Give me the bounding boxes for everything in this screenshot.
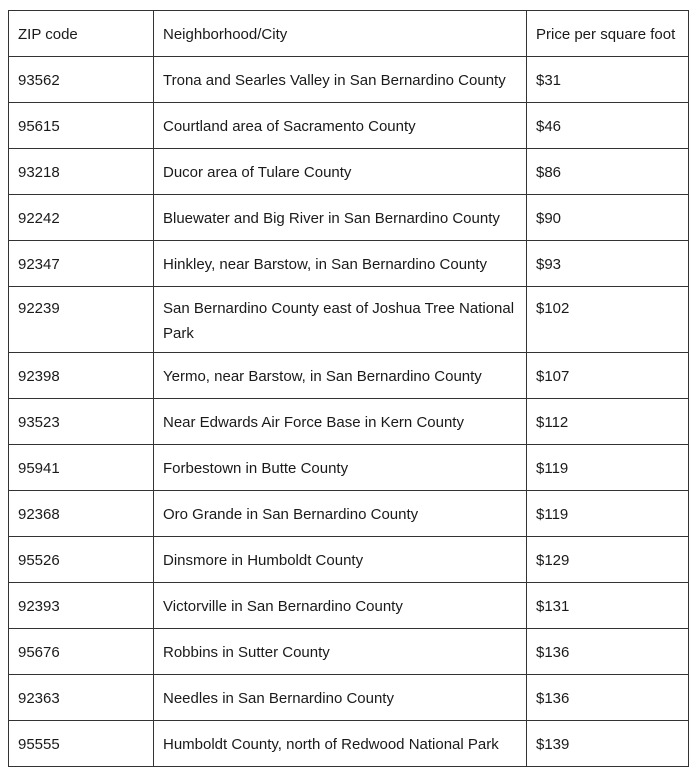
table-row <box>9 445 689 491</box>
table-row <box>9 537 689 583</box>
table-row <box>9 399 689 445</box>
neighborhood-cell: Ducor area of Tulare County <box>154 149 527 195</box>
price-cell: $31 <box>527 57 689 103</box>
neighborhood-cell: Robbins in Sutter County <box>154 629 527 675</box>
price-cell: $139 <box>527 721 689 767</box>
zip-cell: 95555 <box>9 721 154 767</box>
zip-cell: 95615 <box>9 103 154 149</box>
neighborhood-cell: Victorville in San Bernardino County <box>154 583 527 629</box>
neighborhood-cell: Needles in San Bernardino County <box>154 675 527 721</box>
table-body <box>9 57 689 767</box>
table-row <box>9 287 689 353</box>
price-cell: $90 <box>527 195 689 241</box>
zip-cell: 95941 <box>9 445 154 491</box>
table-header-row <box>9 11 689 57</box>
zip-cell: 93523 <box>9 399 154 445</box>
header-price: Price per square foot <box>527 11 689 57</box>
table-row <box>9 103 689 149</box>
table-row <box>9 241 689 287</box>
price-cell: $112 <box>527 399 689 445</box>
price-cell: $46 <box>527 103 689 149</box>
neighborhood-cell: Humboldt County, north of Redwood National Park <box>154 721 527 767</box>
table-row <box>9 149 689 195</box>
table-row <box>9 721 689 767</box>
zip-cell: 92363 <box>9 675 154 721</box>
price-cell: $119 <box>527 445 689 491</box>
neighborhood-cell: Dinsmore in Humboldt County <box>154 537 527 583</box>
neighborhood-cell: Trona and Searles Valley in San Bernardino County <box>154 57 527 103</box>
zip-cell: 92393 <box>9 583 154 629</box>
neighborhood-cell: San Bernardino County east of Joshua Tree National Park <box>154 287 527 353</box>
price-cell: $131 <box>527 583 689 629</box>
zip-cell: 92239 <box>9 287 154 353</box>
neighborhood-cell: Oro Grande in San Bernardino County <box>154 491 527 537</box>
header-zip: ZIP code <box>9 11 154 57</box>
price-cell: $93 <box>527 241 689 287</box>
price-cell: $136 <box>527 629 689 675</box>
zip-cell: 92368 <box>9 491 154 537</box>
neighborhood-cell: Forbestown in Butte County <box>154 445 527 491</box>
price-cell: $136 <box>527 675 689 721</box>
zip-cell: 92242 <box>9 195 154 241</box>
neighborhood-cell: Yermo, near Barstow, in San Bernardino County <box>154 353 527 399</box>
table-row <box>9 491 689 537</box>
neighborhood-cell: Near Edwards Air Force Base in Kern County <box>154 399 527 445</box>
neighborhood-cell: Hinkley, near Barstow, in San Bernardino County <box>154 241 527 287</box>
zip-cell: 92398 <box>9 353 154 399</box>
price-cell: $129 <box>527 537 689 583</box>
table-row <box>9 57 689 103</box>
zip-cell: 93562 <box>9 57 154 103</box>
price-cell: $119 <box>527 491 689 537</box>
zip-cell: 95676 <box>9 629 154 675</box>
table-row <box>9 675 689 721</box>
price-cell: $86 <box>527 149 689 195</box>
table-row <box>9 629 689 675</box>
zip-cell: 92347 <box>9 241 154 287</box>
zip-cell: 93218 <box>9 149 154 195</box>
table-row <box>9 195 689 241</box>
price-table <box>8 10 689 767</box>
price-cell: $107 <box>527 353 689 399</box>
table-row <box>9 353 689 399</box>
zip-cell: 95526 <box>9 537 154 583</box>
table-row <box>9 583 689 629</box>
price-cell: $102 <box>527 287 689 353</box>
neighborhood-cell: Courtland area of Sacramento County <box>154 103 527 149</box>
neighborhood-cell: Bluewater and Big River in San Bernardino County <box>154 195 527 241</box>
price-table-container <box>8 10 688 767</box>
header-neighborhood: Neighborhood/City <box>154 11 527 57</box>
